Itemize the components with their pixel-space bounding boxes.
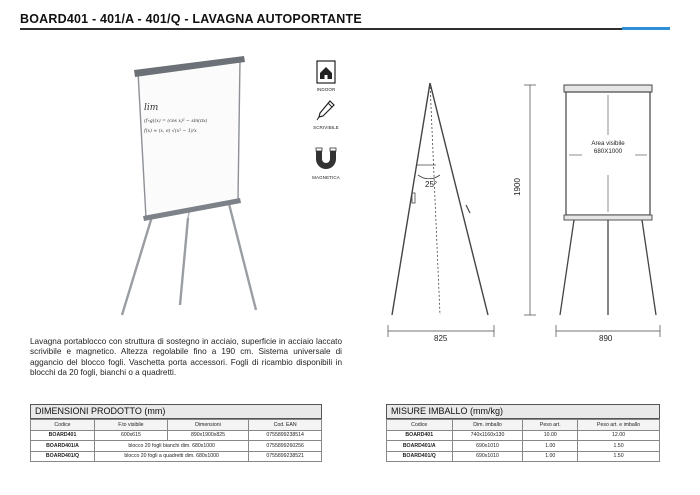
product-cell: BOARD401 — [31, 430, 95, 441]
technical-drawing — [370, 75, 680, 350]
product-col-code: Codice — [31, 420, 95, 431]
product-cell: BOARD401/A — [31, 441, 95, 452]
house-icon — [315, 60, 337, 84]
packing-table — [386, 404, 660, 462]
packing-cell: 12.00 — [578, 430, 660, 441]
page-title: BOARD401 - 401/A - 401/Q - LAVAGNA AUTOPORTANTE — [20, 12, 362, 26]
icon-label-scrivibile: SCRIVIBILE — [313, 125, 339, 130]
height-label: 1900 — [513, 178, 522, 196]
packing-cell: 740x1160x130 — [452, 430, 523, 441]
packing-col-code: Codice — [387, 420, 453, 431]
side-width-label: 825 — [434, 334, 448, 343]
product-col-dimensions: Dimensioni — [167, 420, 248, 431]
packing-cell: BOARD401/Q — [387, 451, 453, 462]
product-photo — [110, 50, 260, 320]
icon-label-indoor: INDOOR — [316, 87, 336, 92]
product-description: Lavagna portablocco con struttura di sostegno in acciaio, superficie in acciaio laccato scrivibile e magnetico. Altezza regolabile fino a 190 cm. Sistema universale di aggancio del blocco fogli. Vaschetta porta accessori. Fogli di ricambio disponibili in blocchi da 20 fogli, bianchi o a quadretti. — [30, 337, 342, 377]
product-col-format: F.to visibile — [95, 420, 168, 431]
pen-icon — [315, 98, 337, 122]
title-rule-accent — [622, 27, 670, 30]
title-rule — [20, 28, 670, 30]
height-dimension — [524, 85, 536, 315]
magnet-icon — [311, 144, 341, 172]
front-width-label: 890 — [599, 334, 613, 343]
photo-board — [138, 60, 240, 218]
packing-cell: 1.50 — [578, 441, 660, 452]
packing-col-weight: Peso art. — [523, 420, 578, 431]
photo-leg-left — [122, 210, 154, 315]
photo-leg-right — [228, 200, 256, 310]
product-cell: 0755899238521 — [249, 451, 322, 462]
product-cell: 890x1900x825 — [167, 430, 248, 441]
area-label-2: 680X1000 — [593, 148, 623, 155]
angle-label: 25° — [425, 180, 438, 189]
packing-cell: 690x1010 — [452, 441, 523, 452]
table-row — [31, 430, 322, 441]
packing-cell: 10.00 — [523, 430, 578, 441]
table-row — [387, 430, 660, 441]
packing-col-size: Dim. imballo — [452, 420, 523, 431]
packing-cell: BOARD401 — [387, 430, 453, 441]
packing-table-title: MISURE IMBALLO (mm/kg) — [386, 404, 660, 419]
table-row — [387, 451, 660, 462]
table-row — [387, 441, 660, 452]
packing-cell: 1.00 — [523, 451, 578, 462]
front-view — [560, 85, 656, 315]
photo-handwriting-1: lim — [144, 103, 159, 113]
product-dimensions-table — [30, 404, 322, 462]
product-table-title: DIMENSIONI PRODOTTO (mm) — [30, 404, 322, 419]
packing-cell: 690x1010 — [452, 451, 523, 462]
side-view — [392, 83, 488, 315]
product-cell: blocco 20 fogli bianchi dim. 680x1000 — [95, 441, 249, 452]
photo-handwriting-2: (f∘g)(x) = (cos x)² − sin(πx) — [144, 119, 208, 124]
product-cell: 600x615 — [95, 430, 168, 441]
feature-icons — [300, 56, 350, 206]
table-row — [31, 441, 322, 452]
packing-col-gross: Peso art. e imballo — [578, 420, 660, 431]
photo-leg-middle — [180, 218, 188, 305]
product-cell: blocco 20 fogli a quadretti dim. 680x1000 — [95, 451, 249, 462]
product-col-ean: Cod. EAN — [249, 420, 322, 431]
area-label-1: Area visibile — [591, 140, 625, 147]
product-cell: 0755899238514 — [249, 430, 322, 441]
packing-cell: 1.50 — [578, 451, 660, 462]
icon-label-magnetica: MAGNETICA — [312, 175, 340, 180]
packing-cell: 1.00 — [523, 441, 578, 452]
table-row — [31, 451, 322, 462]
packing-cell: BOARD401/A — [387, 441, 453, 452]
photo-handwriting-3: f(x) ≈ (x, e) √(x² − 1)/x — [144, 129, 197, 134]
product-cell: BOARD401/Q — [31, 451, 95, 462]
product-cell: 0755899260256 — [249, 441, 322, 452]
